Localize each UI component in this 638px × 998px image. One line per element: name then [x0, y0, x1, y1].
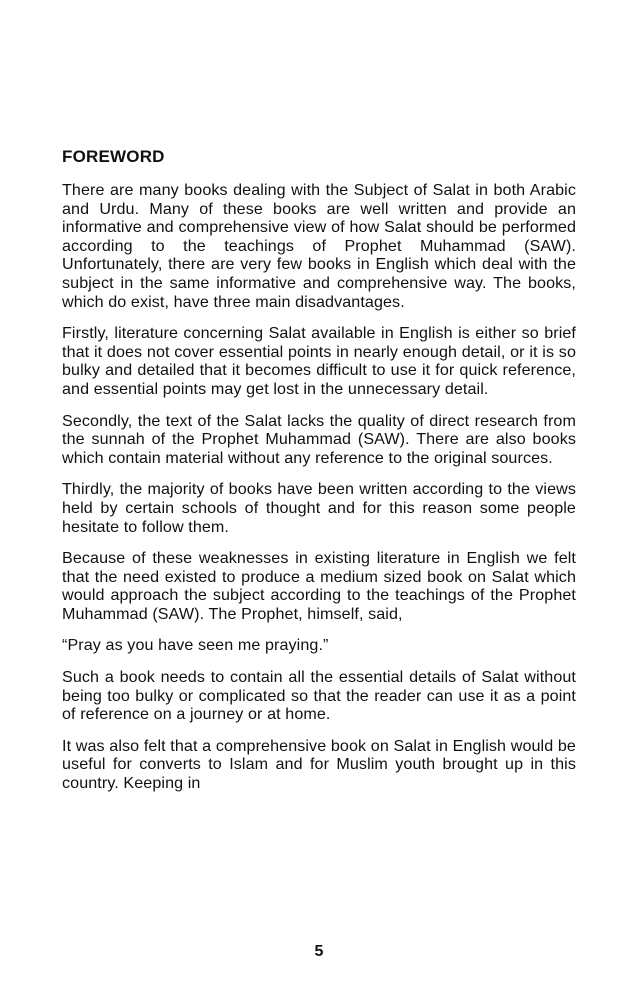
page-title: FOREWORD: [62, 147, 165, 166]
paragraph-intro: There are many books dealing with the Subject of Salat in both Arabic and Urdu. Many of these books are well written and provide an informative and comprehensive view of how Salat should be performed according to the teachings of Prophet Muhammad (SAW). Unfortunately, there are very few books in English which deal with the subject in the same informative and comprehensive way. The books, which do exist, have three main disadvantages.: [62, 181, 576, 311]
paragraph-book-needs: Such a book needs to contain all the essential details of Salat without being too bulky or complicated so that the reader can use it as a point of reference on a journey or at home.: [62, 668, 576, 724]
paragraph-thirdly: Thirdly, the majority of books have been written according to the views held by certain schools of thought and for this reason some people hesitate to follow them.: [62, 480, 576, 536]
prophet-quote: “Pray as you have seen me praying.”: [62, 636, 329, 655]
paragraph-weaknesses: Because of these weaknesses in existing literature in English we felt that the need existed to produce a medium sized book on Salat which would approach the subject according to the teachings of the Prophet Muhammad (SAW). The Prophet, himself, said,: [62, 549, 576, 623]
paragraph-converts: It was also felt that a comprehensive book on Salat in English would be useful for converts to Islam and for Muslim youth brought up in this country. Keeping in: [62, 736, 576, 793]
document-page: [62, 147, 576, 806]
paragraph-firstly: Firstly, literature concerning Salat available in English is either so brief that it does not cover essential points in nearly enough detail, or it is so bulky and detailed that it becomes difficult to use it for quick reference, and essential points may get lost in the unnecessary detail.: [62, 324, 576, 398]
paragraph-secondly: Secondly, the text of the Salat lacks the quality of direct research from the sunnah of the Prophet Muhammad (SAW). There are also books which contain material without any reference to the original sources.: [62, 411, 576, 467]
page-number: 5: [314, 943, 324, 960]
